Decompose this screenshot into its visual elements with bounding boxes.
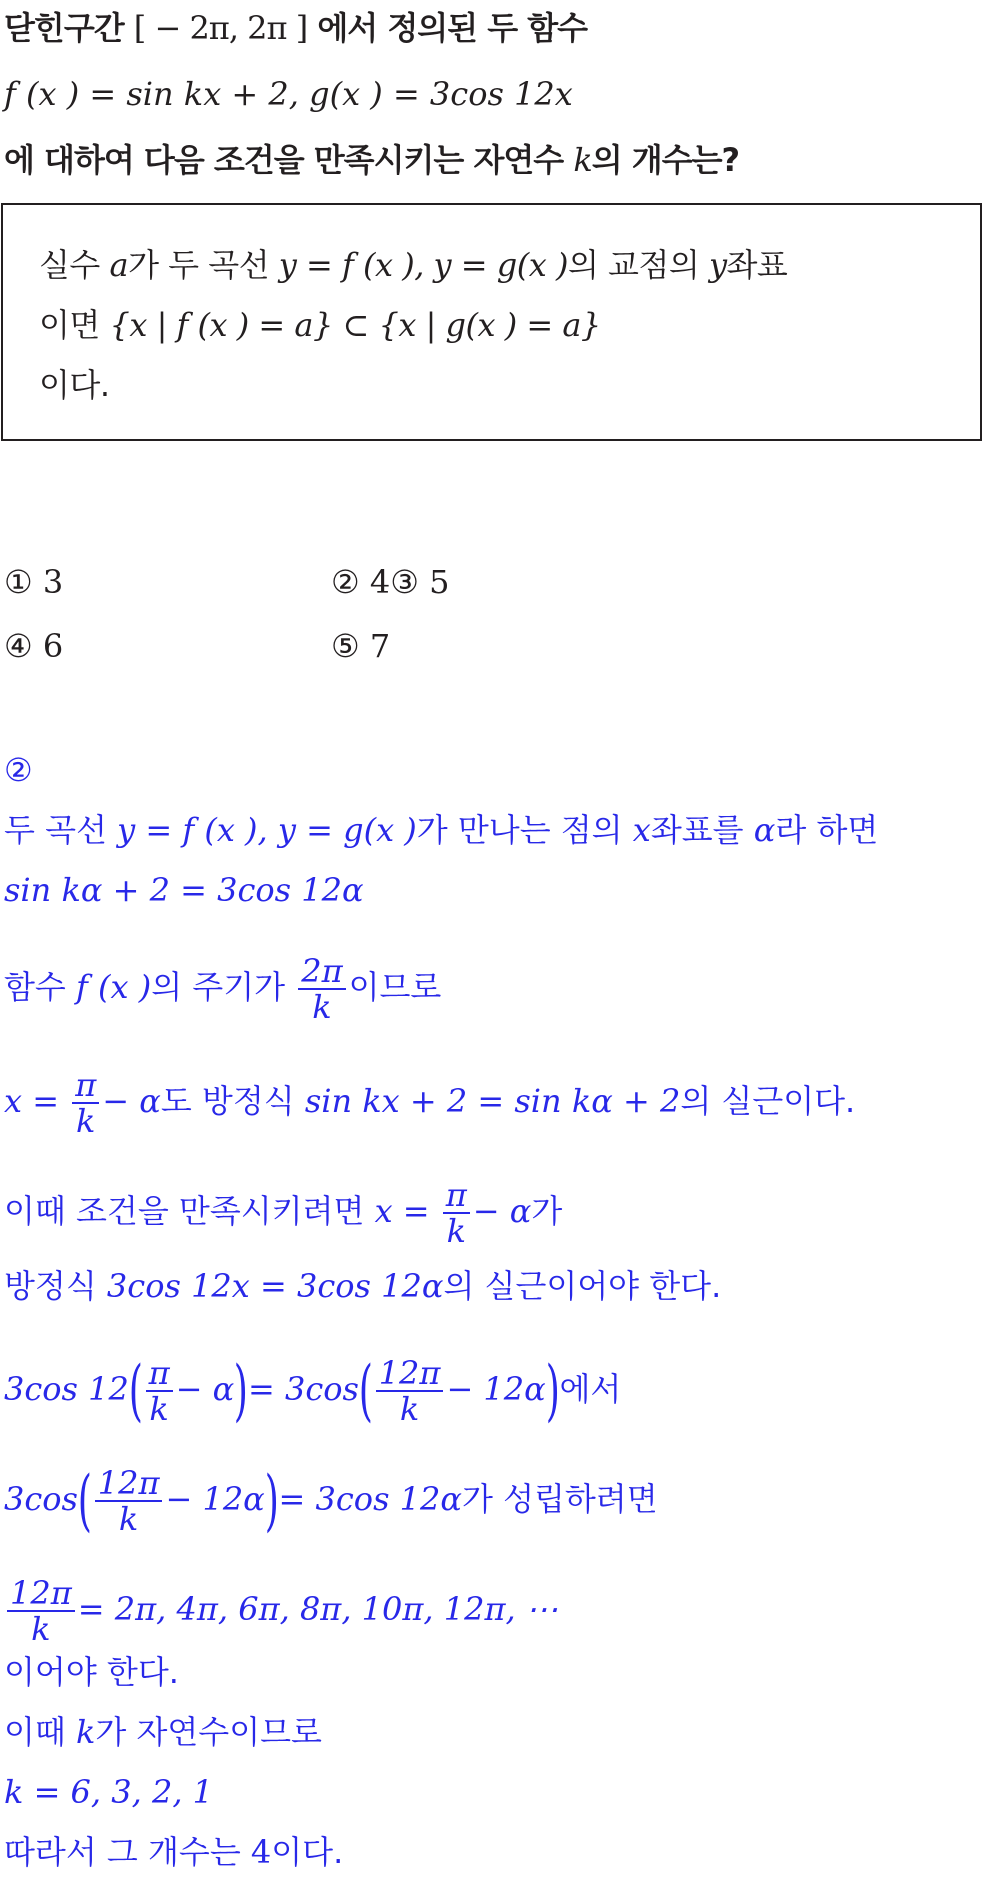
solution-text: 가	[531, 1192, 563, 1230]
math-text: − 12α	[165, 1480, 265, 1518]
solution-line-6	[4, 1264, 721, 1308]
option-1[interactable]	[4, 560, 63, 604]
fraction-12pi-k: $\frac{12\pi}{k}$	[7, 1576, 75, 1646]
variable-x: x	[632, 811, 651, 849]
value-list: = 2π, 4π, 6π, 8π, 10π, 12π, ⋯	[77, 1590, 558, 1628]
equation: sin kx + 2 = sin kα + 2	[304, 1082, 681, 1120]
math-text: − α	[102, 1082, 161, 1120]
variable-alpha: α	[753, 811, 776, 849]
condition-line-2	[39, 303, 601, 347]
option-5[interactable]	[331, 624, 390, 668]
option-value: 6	[42, 627, 64, 665]
solution-text: 좌표를	[650, 811, 744, 849]
function-f: f (x )	[76, 968, 152, 1006]
left-paren: (	[128, 1352, 143, 1429]
solution-line-11	[4, 1710, 322, 1754]
variable-k: k	[76, 1713, 96, 1751]
solution-text: 함수	[4, 968, 66, 1006]
solution-conclusion	[4, 1830, 343, 1874]
solution-line-4	[4, 1068, 855, 1138]
solution-line-8	[4, 1462, 658, 1539]
solution-text: 이다.	[271, 1833, 344, 1871]
math-text: − α	[472, 1192, 532, 1230]
left-paren: (	[358, 1352, 373, 1429]
math-text: 3cos 12	[4, 1370, 129, 1408]
math-text: x =	[374, 1192, 430, 1230]
solution-text: 이때 조건을 만족시키려면	[4, 1192, 365, 1230]
solution-text: 가 성립하려면	[461, 1480, 658, 1518]
condition-text: 실수	[39, 246, 100, 284]
solution-line-1	[4, 808, 878, 852]
curve-g: y = g(x )	[433, 246, 568, 284]
set-inclusion: {x | f (x ) = a} ⊂ {x | g(x ) = a}	[109, 306, 601, 344]
question-line-1	[4, 6, 587, 50]
answer-count: 4	[250, 1833, 272, 1871]
answer-marker: ②	[4, 751, 33, 789]
solution-line-7	[4, 1352, 622, 1429]
option-marker: ⑤	[331, 627, 360, 665]
math-text: 3cos	[4, 1480, 78, 1518]
option-value: 7	[369, 627, 391, 665]
option-value: 4	[369, 563, 391, 601]
fraction-pi-k: $\frac{\pi}{k}$	[72, 1068, 99, 1138]
fraction-12pi-k: $\frac{12\pi}{k}$	[95, 1466, 163, 1536]
math-text: − 12α	[446, 1370, 546, 1408]
condition-line-3: 이다.	[39, 366, 110, 404]
solution-text: 방정식	[4, 1267, 97, 1305]
solution-text: 에서	[559, 1370, 622, 1408]
math-text: = 3cos	[247, 1370, 359, 1408]
solution-text: 두 곡선	[4, 811, 107, 849]
solution-text: 가 자연수이므로	[95, 1713, 322, 1751]
condition-text: 좌표	[726, 246, 788, 284]
variable-a: a	[109, 246, 129, 284]
option-marker: ④	[4, 627, 33, 665]
curve-f: y = f (x ),	[278, 246, 424, 284]
fraction-pi-k: $\frac{\pi}{k}$	[146, 1356, 173, 1426]
k-values: k = 6, 3, 2, 1	[4, 1773, 214, 1811]
equation: 3cos 12x = 3cos 12α	[106, 1267, 444, 1305]
variable-k: k	[573, 141, 592, 179]
question-text: 에서 정의된 두 함수	[317, 9, 588, 47]
solution-text: 이때	[4, 1713, 66, 1751]
option-4[interactable]	[4, 624, 63, 668]
left-paren: (	[77, 1462, 92, 1539]
question-text: 에 대하여 다음 조건을 만족시키는 자연수	[4, 141, 564, 179]
option-marker: ①	[4, 563, 33, 601]
condition-text: 가 두 곡선	[128, 246, 270, 284]
math-text: x =	[4, 1082, 60, 1120]
condition-text: 의 교점의	[567, 246, 700, 284]
option-marker: ③	[390, 563, 419, 601]
equation-1: sin kα + 2 = 3cos 12α	[4, 871, 364, 909]
solution-text: 도 방정식	[160, 1082, 295, 1120]
question-text: 닫힌구간	[4, 9, 124, 47]
right-paren: )	[545, 1352, 560, 1429]
solution-line-9	[4, 1576, 558, 1646]
solution-line-3	[4, 954, 441, 1024]
option-value: 3	[42, 563, 64, 601]
solution-text: 가 만나는 점의	[416, 811, 623, 849]
condition-line-1	[39, 243, 787, 287]
condition-text: 이면	[39, 306, 100, 344]
fraction-period: $\frac{2\pi}{k}$	[298, 954, 345, 1024]
right-paren: )	[264, 1462, 279, 1539]
solution-line-5	[4, 1178, 562, 1248]
curves: y = f (x ), y = g(x )	[117, 811, 417, 849]
solution-text: 의 주기가	[151, 968, 286, 1006]
condition-box	[1, 203, 982, 441]
math-text: = 3cos 12α	[278, 1480, 462, 1518]
option-marker: ②	[331, 563, 360, 601]
interval: [ − 2π, 2π ]	[133, 9, 308, 47]
option-2[interactable]	[331, 560, 449, 604]
option-value: 5	[429, 563, 450, 601]
math-text: − α	[175, 1370, 235, 1408]
solution-text: 이므로	[348, 968, 442, 1006]
fraction-12pi-k: $\frac{12\pi}{k}$	[376, 1356, 444, 1426]
solution-text: 따라서 그 개수는	[4, 1833, 241, 1871]
question-text: 의 개수는?	[591, 141, 740, 179]
fraction-pi-k: $\frac{\pi}{k}$	[443, 1178, 470, 1248]
solution-text: 의 실근이다.	[680, 1082, 856, 1120]
question-line-3	[4, 138, 739, 182]
function-definitions: f (x ) = sin kx + 2, g(x ) = 3cos 12x	[4, 75, 573, 113]
solution-text: 의 실근이어야 한다.	[443, 1267, 722, 1305]
solution-text: 라 하면	[775, 811, 879, 849]
right-paren: )	[234, 1352, 249, 1429]
solution-line-10: 이어야 한다.	[4, 1653, 179, 1691]
variable-y: y	[708, 246, 727, 284]
